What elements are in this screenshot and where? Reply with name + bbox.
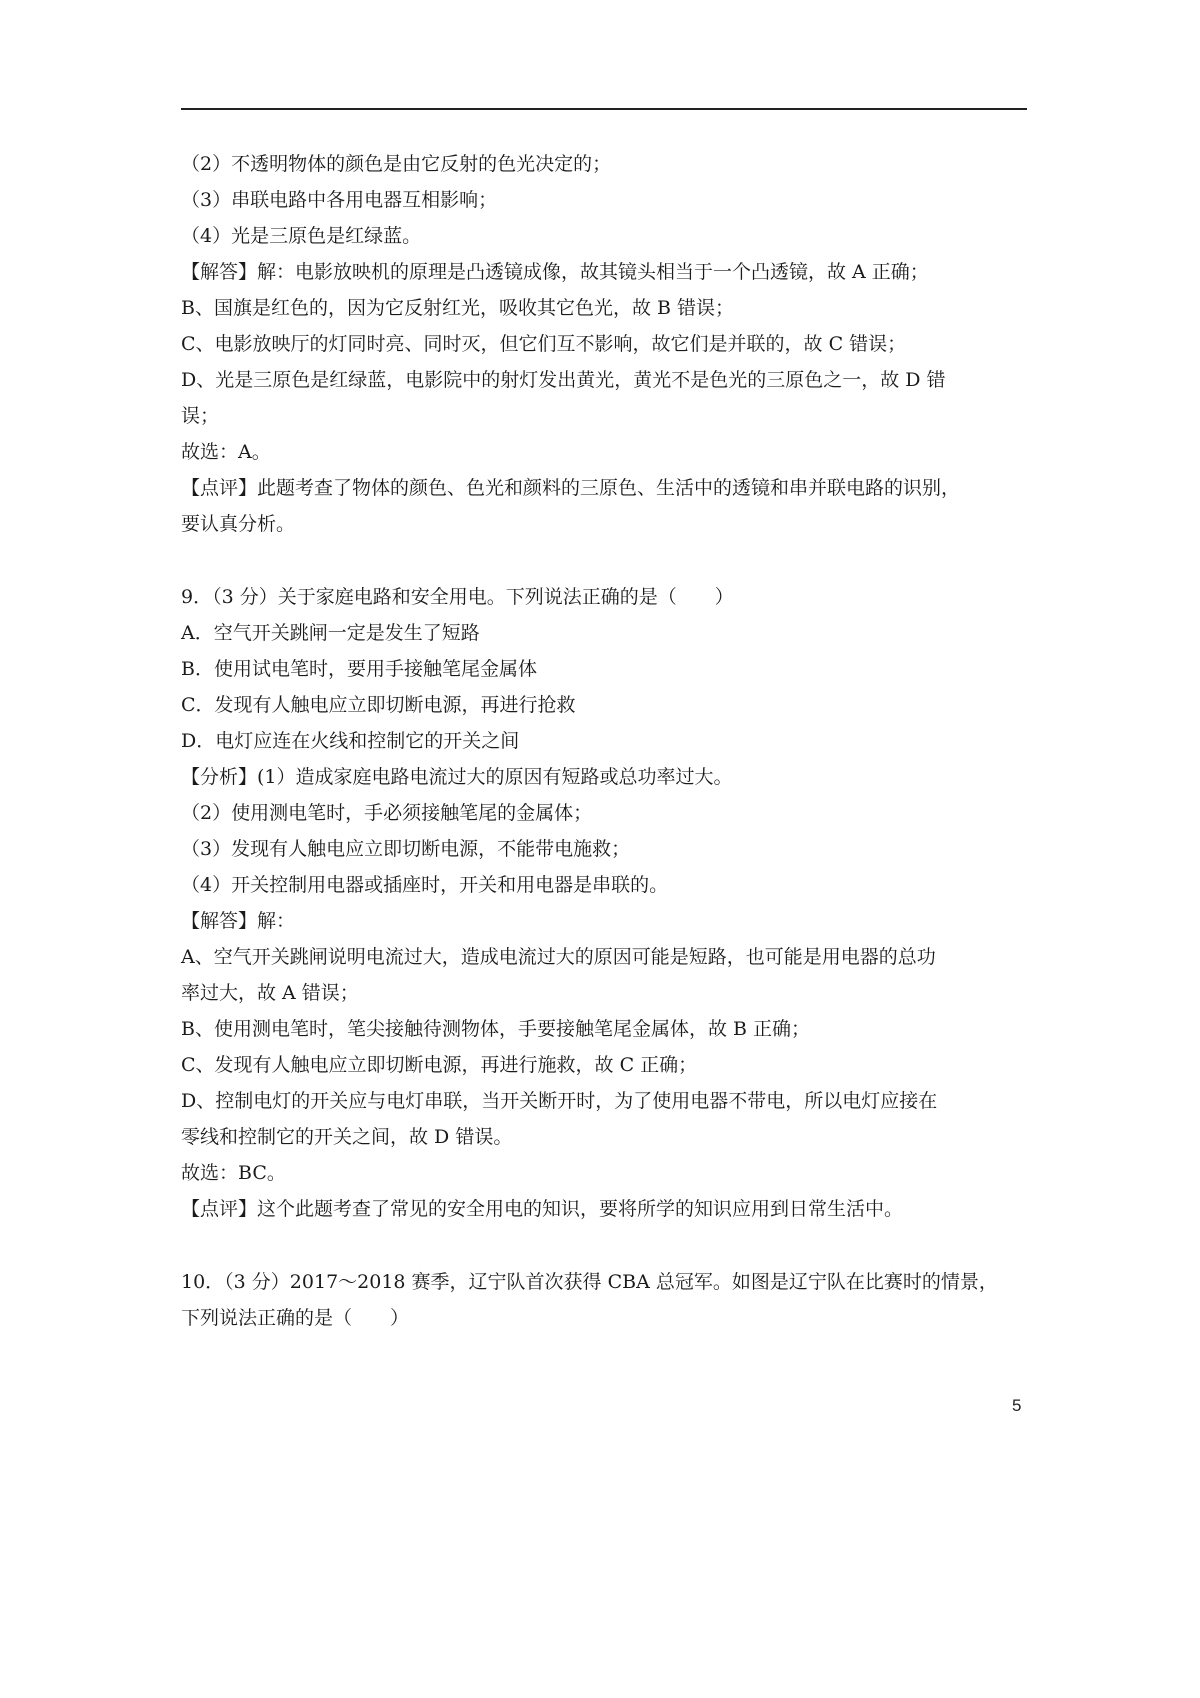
question-10 (181, 1264, 1031, 1336)
text-line: （2）不透明物体的颜色是由它反射的色光决定的； (181, 153, 612, 175)
q8-analysis-continued (181, 146, 1031, 542)
text-line: 【点评】此题考查了物体的颜色、色光和颜料的三原色、生活中的透镜和串并联电路的识别， (181, 477, 961, 499)
question-stem: 10．（3 分）2017～2018 赛季，辽宁队首次获得 CBA 总冠军。如图是辽宁队在比赛时的情景， (181, 1271, 998, 1293)
option-b: B．使用试电笔时，要用手接触笔尾金属体 (181, 658, 537, 680)
text-line: 误； (181, 405, 220, 427)
page-content (181, 146, 1031, 1336)
text-line: D、光是三原色是红绿蓝，电影院中的射灯发出黄光，黄光不是色光的三原色之一，故 D 错 (181, 369, 946, 391)
text-line: （2）使用测电笔时，手必须接触笔尾的金属体； (181, 802, 593, 824)
question-stem: 9．（3 分）关于家庭电路和安全用电。下列说法正确的是（ ） (181, 586, 734, 608)
text-line: （4）开关控制用电器或插座时，开关和用电器是串联的。 (181, 874, 669, 896)
text-line: （3）发现有人触电应立即切断电源，不能带电施救； (181, 838, 631, 860)
text-line: D、控制电灯的开关应与电灯串联，当开关断开时，为了使用电器不带电，所以电灯应接在 (181, 1090, 938, 1112)
text-line: B、国旗是红色的，因为它反射红光，吸收其它色光，故 B 错误； (181, 297, 735, 319)
header-rule (181, 108, 1027, 110)
text-line: 率过大，故 A 错误； (181, 982, 359, 1004)
text-line: 下列说法正确的是（ ） (181, 1307, 410, 1329)
text-line: 故选：A。 (181, 441, 271, 463)
text-line: C、电影放映厅的灯同时亮、同时灭，但它们互不影响，故它们是并联的，故 C 错误； (181, 333, 907, 355)
option-c: C．发现有人触电应立即切断电源，再进行抢救 (181, 694, 576, 716)
option-a: A．空气开关跳闸一定是发生了短路 (181, 622, 480, 644)
text-line: 零线和控制它的开关之间，故 D 错误。 (181, 1126, 513, 1148)
text-line: 故选：BC。 (181, 1162, 286, 1184)
text-line: （3）串联电路中各用电器互相影响； (181, 189, 498, 211)
text-line: A、空气开关跳闸说明电流过大，造成电流过大的原因可能是短路，也可能是用电器的总功 (181, 946, 936, 968)
text-line: 要认真分析。 (181, 513, 296, 535)
text-line: 【解答】解： (181, 910, 296, 932)
text-line: 【分析】(1）造成家庭电路电流过大的原因有短路或总功率过大。 (181, 766, 733, 788)
paragraph-gap (181, 1227, 1031, 1264)
page-number: 5 (1012, 1396, 1022, 1415)
text-line: B、使用测电笔时，笔尖接触待测物体，手要接触笔尾金属体，故 B 正确； (181, 1018, 811, 1040)
option-d: D．电灯应连在火线和控制它的开关之间 (181, 730, 520, 752)
text-line: （4）光是三原色是红绿蓝。 (181, 225, 422, 247)
text-line: C、发现有人触电应立即切断电源，再进行施救，故 C 正确； (181, 1054, 698, 1076)
paragraph-gap (181, 542, 1031, 579)
question-9 (181, 579, 1031, 1227)
text-line: 【解答】解：电影放映机的原理是凸透镜成像，故其镜头相当于一个凸透镜，故 A 正确； (181, 261, 929, 283)
text-line: 【点评】这个此题考查了常见的安全用电的知识，要将所学的知识应用到日常生活中。 (181, 1198, 904, 1220)
